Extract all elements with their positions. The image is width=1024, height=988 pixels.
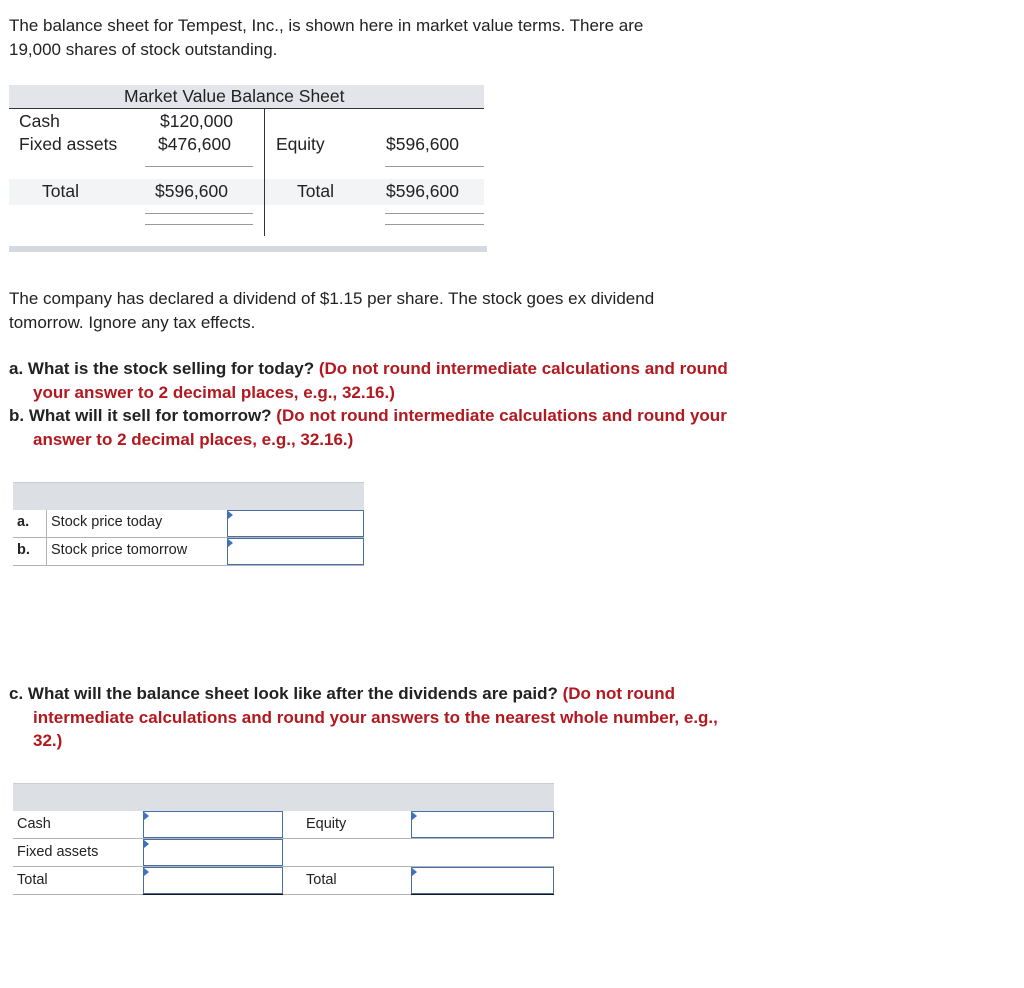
- input-marker-icon: [144, 812, 149, 820]
- question-c-instruction-2: intermediate calculations and round your answers to the nearest whole number, e.g.,: [33, 707, 718, 727]
- input-marker-icon: [144, 868, 149, 876]
- bs-cash-label: Cash: [19, 111, 60, 131]
- bs-left-total-rule-2: [145, 224, 253, 225]
- answer-table-c-header: [13, 783, 554, 811]
- c-fixed-assets-label: Fixed assets: [17, 844, 99, 860]
- balance-sheet-bottom-bar: [9, 246, 487, 252]
- balance-sheet-header-rule: [9, 108, 484, 109]
- right-total-input[interactable]: [411, 867, 554, 894]
- question-a-instruction-1: (Do not round intermediate calculations and round: [318, 359, 728, 378]
- question-a: [9, 357, 1009, 404]
- answer-table-ab-header: [13, 482, 364, 510]
- answer-table-ab-bottom-line: [13, 565, 364, 566]
- question-c: [9, 682, 1009, 753]
- bs-left-subtotal-rule: [145, 166, 253, 167]
- stock-price-tomorrow-input[interactable]: [227, 538, 364, 565]
- question-b-instruction-2: answer to 2 decimal places, e.g., 32.16.): [33, 429, 354, 449]
- stock-price-today-input[interactable]: [227, 510, 364, 537]
- bs-equity-value: $596,600: [386, 134, 459, 154]
- input-marker-icon: [412, 812, 417, 820]
- bs-fixed-assets-value: $476,600: [158, 134, 231, 154]
- intro-paragraph: [9, 14, 1009, 61]
- c-right-total-label: Total: [306, 872, 337, 888]
- question-b-instruction-1: (Do not round intermediate calculations and round your: [276, 406, 727, 425]
- intro-line-2: 19,000 shares of stock outstanding.: [9, 39, 278, 59]
- bs-left-total-rule-1: [145, 213, 253, 214]
- input-marker-icon: [144, 840, 149, 848]
- question-c-instruction-1: (Do not round: [562, 684, 675, 703]
- bs-left-total-value: $596,600: [155, 181, 228, 201]
- question-a-instruction-2: your answer to 2 decimal places, e.g., 32.16.): [33, 382, 395, 402]
- balance-sheet-title: Market Value Balance Sheet: [124, 86, 345, 106]
- balance-sheet-divider: [264, 109, 265, 236]
- equity-input[interactable]: [411, 811, 554, 838]
- bs-right-total-rule-2: [385, 224, 484, 225]
- bs-cash-value: $120,000: [160, 111, 233, 131]
- answer-table-ab-letter-divider: [46, 510, 47, 565]
- c-left-total-label: Total: [17, 872, 48, 888]
- input-marker-icon: [228, 511, 233, 519]
- question-a-letter: a.: [9, 359, 24, 378]
- question-c-letter: c.: [9, 684, 24, 703]
- bs-right-total-label: Total: [297, 181, 334, 201]
- question-b-text: What will it sell for tomorrow?: [24, 406, 277, 425]
- bs-right-total-rule-1: [385, 213, 484, 214]
- answer-table-c-row-divider-1: [13, 838, 554, 839]
- intro-line-1: The balance sheet for Tempest, Inc., is shown here in market value terms. There are: [9, 16, 644, 35]
- row-b-label: Stock price tomorrow: [51, 542, 188, 558]
- bs-fixed-assets-label: Fixed assets: [19, 134, 118, 154]
- row-a-label: Stock price today: [51, 514, 163, 530]
- input-marker-icon: [412, 868, 417, 876]
- cash-input[interactable]: [143, 811, 283, 838]
- question-b-letter: b.: [9, 406, 25, 425]
- bs-equity-label: Equity: [276, 134, 325, 154]
- question-b: [9, 404, 1009, 451]
- dividend-line-1: The company has declared a dividend of $1.15 per share. The stock goes ex dividend: [9, 289, 655, 308]
- bs-left-total-label: Total: [42, 181, 79, 201]
- left-total-input[interactable]: [143, 867, 283, 894]
- dividend-paragraph: [9, 287, 1009, 334]
- c-equity-label: Equity: [306, 816, 347, 832]
- question-c-text: What will the balance sheet look like after the dividends are paid?: [23, 684, 563, 703]
- row-a-letter: a.: [17, 514, 30, 530]
- input-marker-icon: [228, 539, 233, 547]
- question-a-text: What is the stock selling for today?: [23, 359, 319, 378]
- dividend-line-2: tomorrow. Ignore any tax effects.: [9, 312, 256, 332]
- bs-right-subtotal-rule: [385, 166, 484, 167]
- row-b-letter: b.: [17, 542, 30, 558]
- fixed-assets-input[interactable]: [143, 839, 283, 866]
- question-c-instruction-3: 32.): [33, 731, 63, 750]
- bs-right-total-value: $596,600: [386, 181, 459, 201]
- c-cash-label: Cash: [17, 816, 51, 832]
